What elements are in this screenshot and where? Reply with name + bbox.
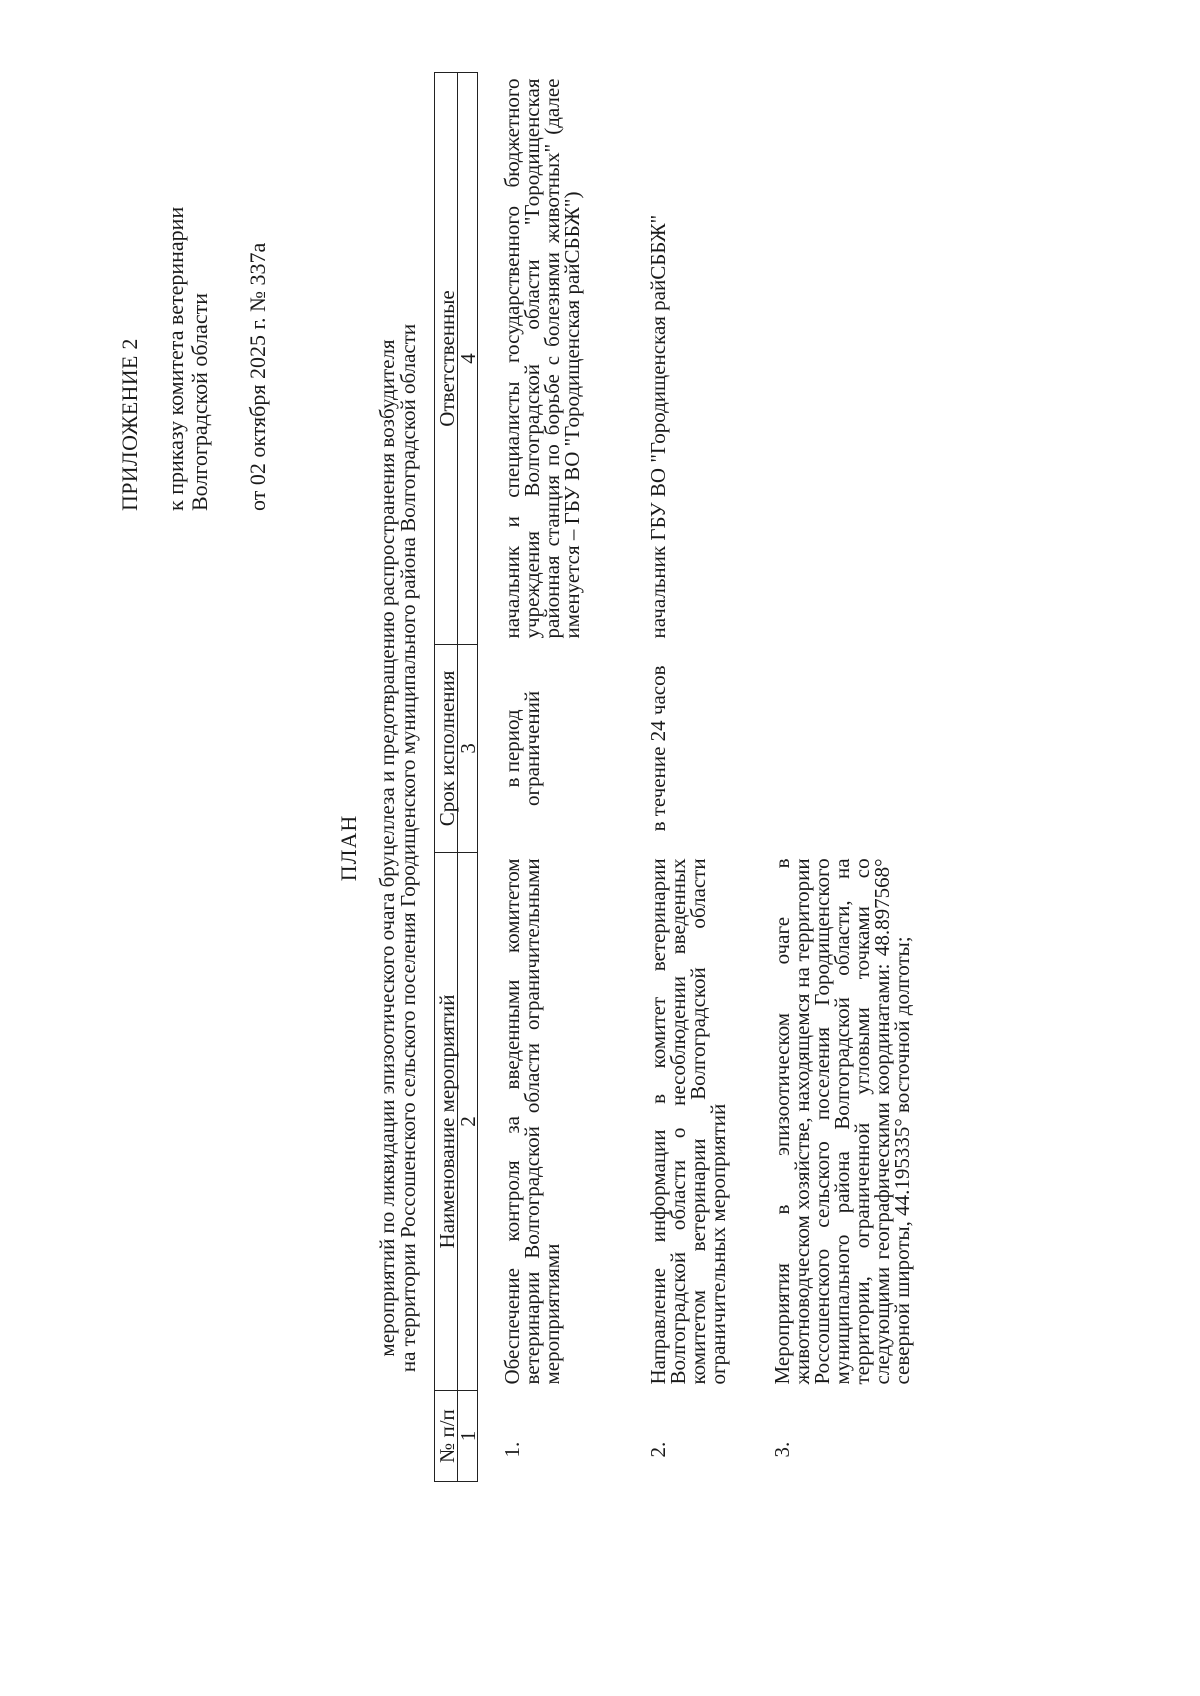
plan-table <box>434 72 922 1482</box>
row-measure: Направление информации в комитет ветеринарии Волгоградской области о несоблюдении введенных комитетом ветеринарии Волгоградской области ограничительных мероприятий <box>646 858 730 1385</box>
header-deadline: Срок исполнения <box>435 644 458 852</box>
row-deadline <box>758 644 922 852</box>
row-deadline: в течение 24 часов <box>646 665 670 832</box>
header-responsible: Ответственные <box>435 73 458 645</box>
table-row <box>478 73 629 1482</box>
row-measure: Мероприятия в эпизоотическом очаге в животноводческом хозяйстве, находящемся на территории Россошенского сельского поселения Городищенского муниципального района Волгоградской области, на территории, ограниченной угловыми точками со следующими географическими координатами: 48.897568° северной широты, 44.195335° восточной долготы; <box>770 858 914 1385</box>
order-date: от 02 октября 2025 г. № 337а <box>245 242 270 511</box>
column-number: 1 <box>458 1391 478 1482</box>
column-number: 3 <box>458 644 478 852</box>
row-deadline: в период ограничений <box>500 690 544 806</box>
table-header-row <box>435 73 458 1482</box>
column-number: 2 <box>458 852 478 1390</box>
order-line-2: Волгоградской области <box>187 293 212 511</box>
header-number: № п/п <box>435 1391 458 1482</box>
plan-subtitle <box>377 0 419 1696</box>
row-measure: Обеспечение контроля за введенными комитетом ветеринарии Волгоградской области ограничительными мероприятиями <box>500 858 564 1385</box>
row-responsible <box>758 73 922 645</box>
appendix-title: ПРИЛОЖЕНИЕ 2 <box>117 338 142 511</box>
table-row <box>758 73 922 1482</box>
row-number: 2. <box>646 1441 670 1458</box>
plan-subtitle-line-2: на территории Россошенского сельского поселения Городищенского муниципального района Волгоградской области <box>396 323 420 1373</box>
row-number: 1. <box>500 1441 524 1458</box>
order-reference <box>164 31 212 511</box>
order-line-1: к приказу комитета ветеринарии <box>163 206 188 511</box>
row-number: 3. <box>770 1441 794 1458</box>
plan-title: ПЛАН <box>336 814 361 882</box>
appendix-block <box>118 31 270 511</box>
column-number: 4 <box>458 73 478 645</box>
table-row <box>628 73 758 1482</box>
row-responsible: начальник и специалисты государственного бюджетного учреждения Волгоградской области "Городищенская районная станция по борьбе с болезнями животных" (далее именуется – ГБУ ВО "Городищенская райСББЖ") <box>500 78 584 639</box>
column-number-row <box>458 73 478 1482</box>
header-measures: Наименование мероприятий <box>435 852 458 1390</box>
plan-subtitle-line-1: мероприятий по ликвидации эпизоотического очага бруцеллеза и предотвращению распространения возбудителя <box>375 339 399 1357</box>
row-responsible: начальник ГБУ ВО "Городищенская райСББЖ" <box>646 214 670 639</box>
